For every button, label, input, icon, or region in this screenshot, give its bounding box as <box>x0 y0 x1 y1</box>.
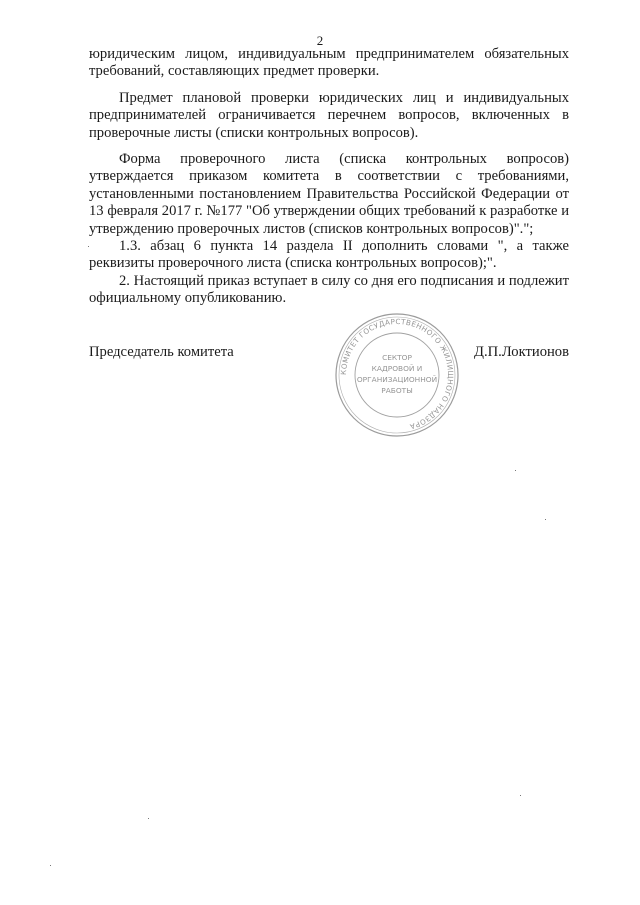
signer-name: Д.П.Локтионов <box>473 344 569 360</box>
paragraph-inspection-subject: Предмет плановой проверки юридических лиц и индивидуальных предпринимателей ограничивается перечнем вопросов, включенных в проверочные листы (списки контрольных вопросов). <box>89 89 569 141</box>
stamp-ring-text: КОМИТЕТ ГОСУДАРСТВЕННОГО ЖИЛИЩНОГО НАДЗОРА <box>338 316 456 432</box>
official-stamp <box>332 310 462 440</box>
stamp-line-1: СЕКТОР <box>382 353 412 362</box>
paragraph-checklist-form: Форма проверочного листа (списка контрольных вопросов) утверждается приказом комитета в соответствии с требованиями, установленными постановлением Правительства Российской Федерации от 13 февраля 2017 г. №177 "Об утверждении общих требований к разработке и утверждению проверочных листов (списков контрольных вопросов)"."; <box>89 151 569 237</box>
scan-speck <box>515 470 516 471</box>
scan-speck <box>520 795 521 796</box>
scan-speck <box>88 246 89 247</box>
paragraph-continuation: юридическим лицом, индивидуальным предпринимателем обязательных требований, составляющих предмет проверки. <box>89 46 569 80</box>
signer-title: Председатель комитета <box>89 344 234 360</box>
paragraph-item-2: 2. Настоящий приказ вступает в силу со дня его подписания и подлежит официальному опубликованию. <box>89 272 569 307</box>
stamp-line-2: КАДРОВОЙ И <box>371 364 423 373</box>
scan-speck <box>545 519 546 520</box>
stamp-line-3: ОРГАНИЗАЦИОННОЙ <box>356 375 438 384</box>
page-number: 2 <box>316 33 324 48</box>
stamp-line-4: РАБОТЫ <box>381 386 413 395</box>
scan-speck <box>50 865 51 866</box>
document-body <box>89 46 569 308</box>
scan-speck <box>148 818 149 819</box>
paragraph-item-1-3: 1.3. абзац 6 пункта 14 раздела II дополнить словами ", а также реквизиты проверочного листа (списка контрольных вопросов);". <box>89 238 569 272</box>
